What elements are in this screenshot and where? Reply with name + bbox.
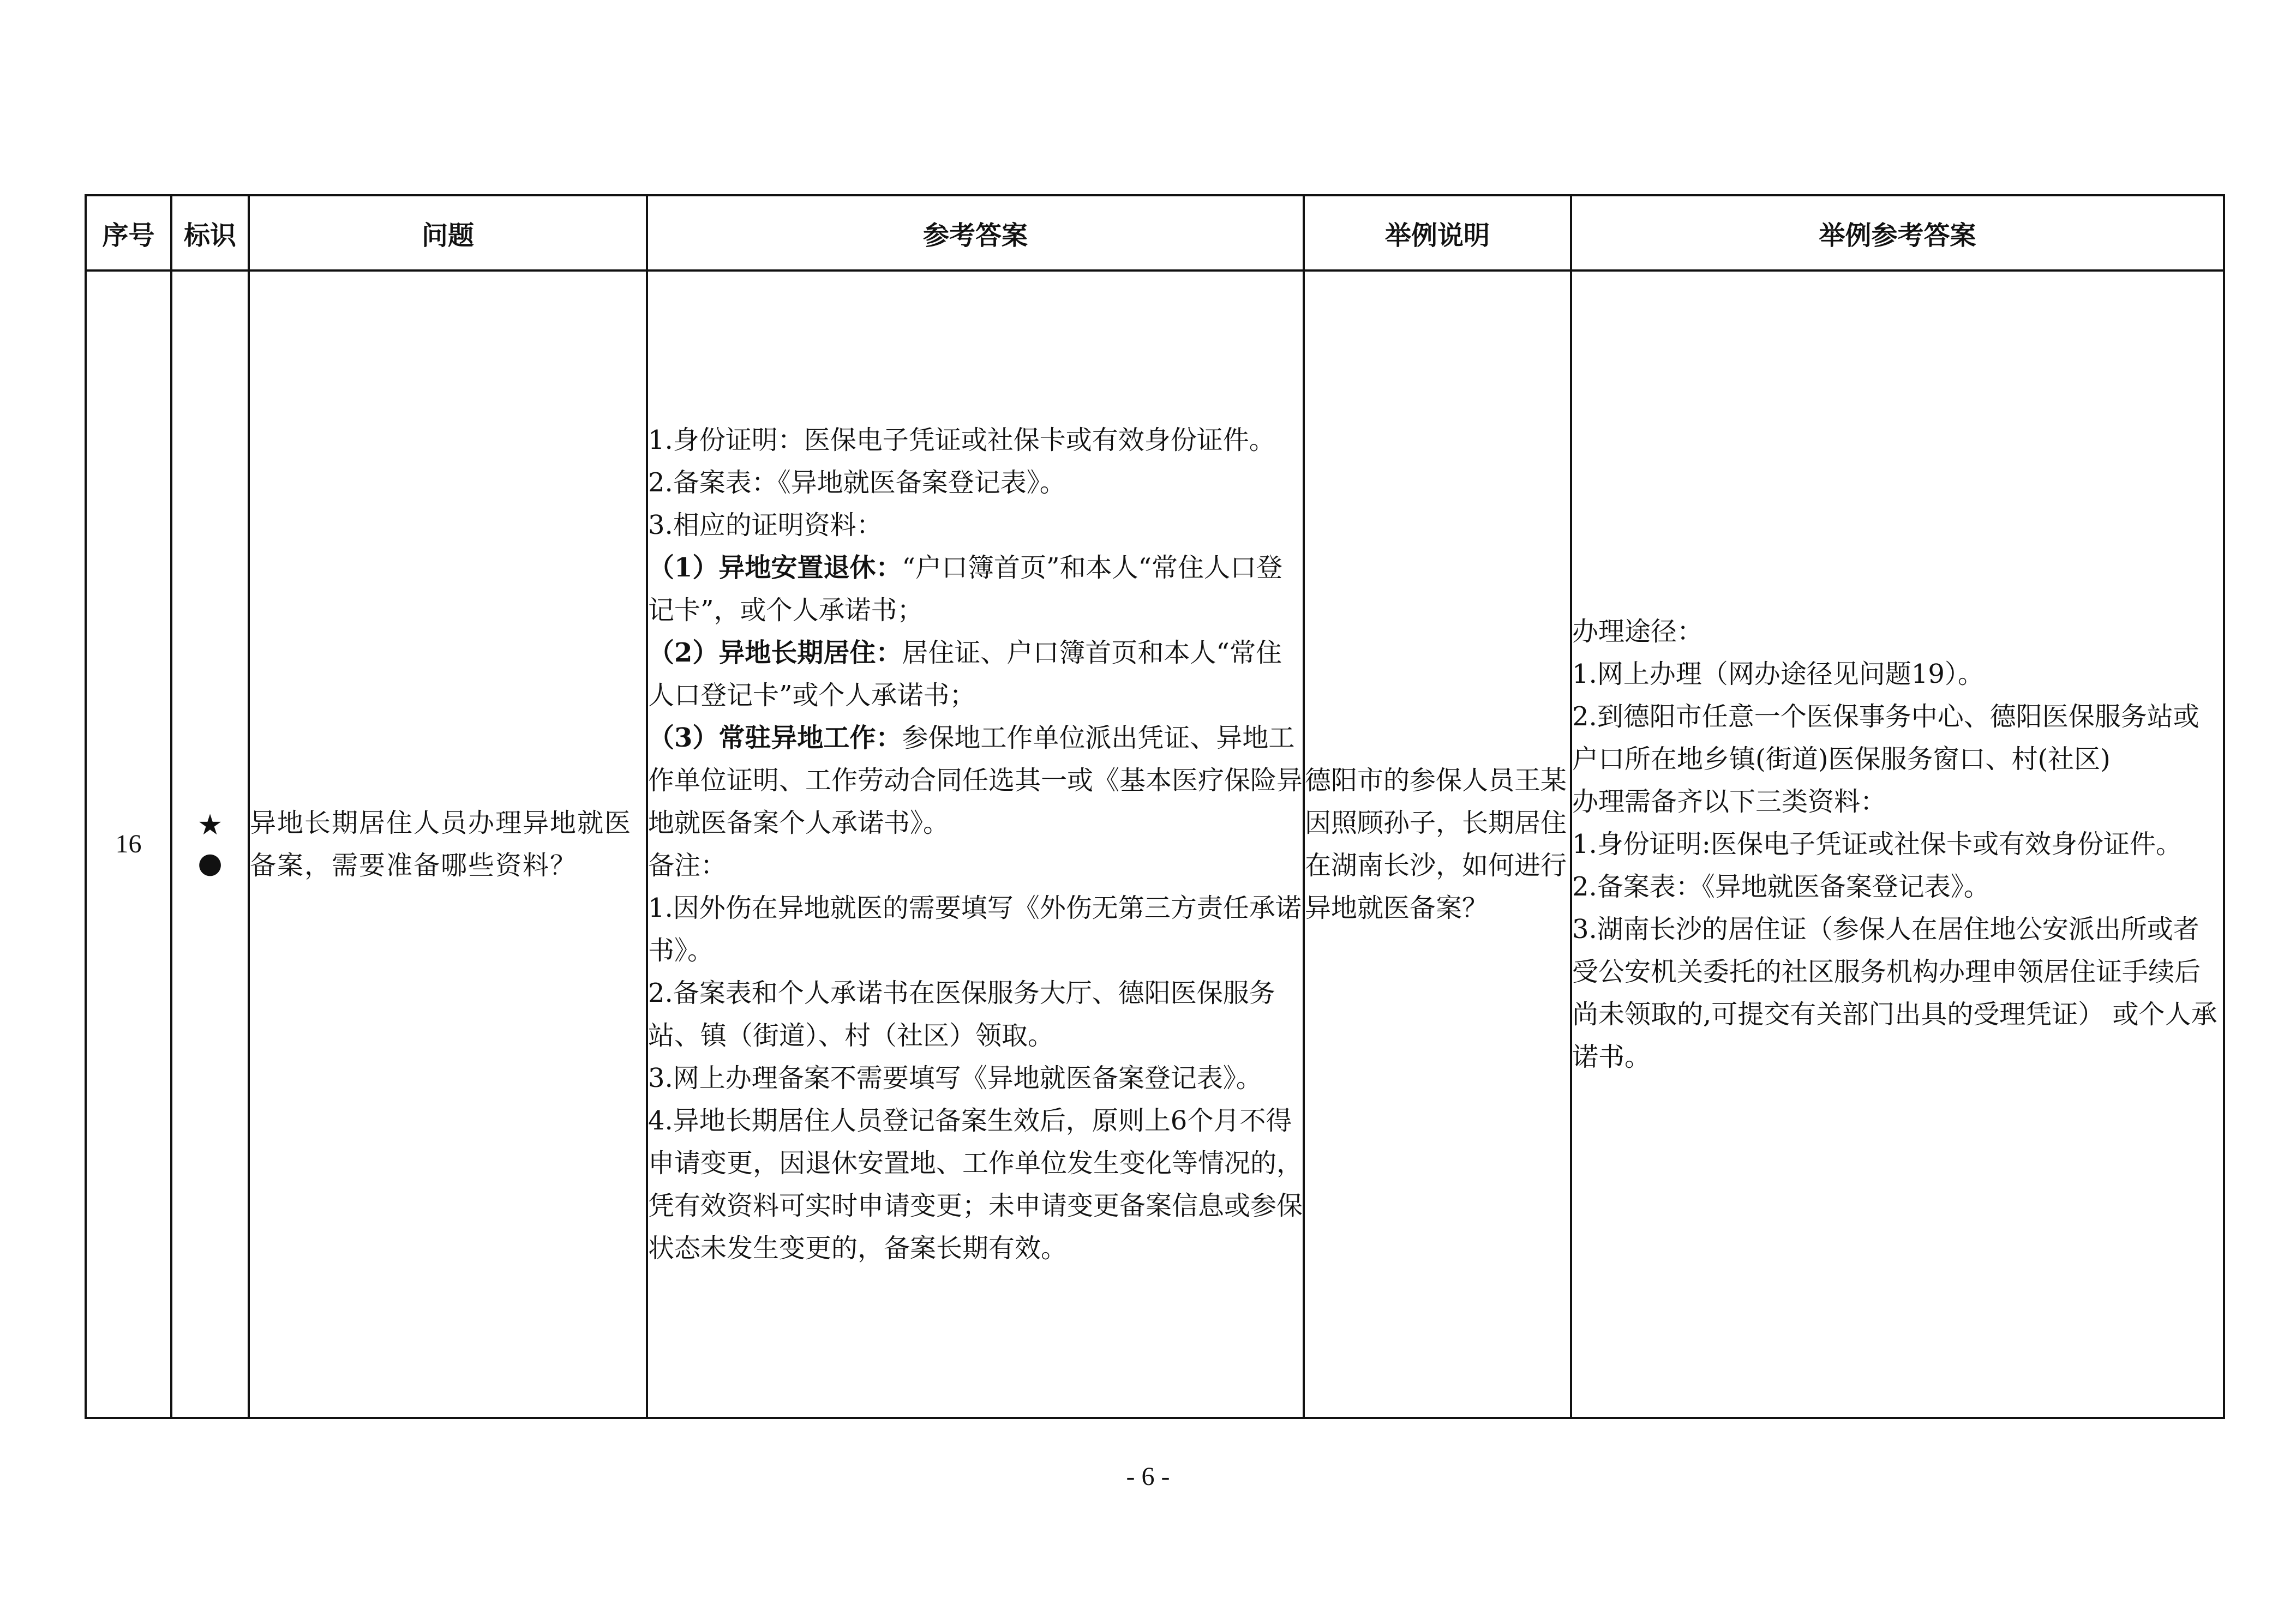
answer-line: 3.网上办理备案不需要填写《异地就医备案登记表》。: [648, 1063, 1262, 1093]
answer-line: （2）异地长期居住：居住证、户口簿首页和本人“常住人口登记卡”或个人承诺书；: [648, 638, 1282, 711]
answer-line: 备注：: [648, 850, 727, 881]
header-mark: 标识: [171, 195, 249, 270]
answer-line: （1）异地安置退休：“户口簿首页”和本人“常住人口登记卡”，或个人承诺书；: [648, 552, 1283, 626]
answer-line: 3.相应的证明资料：: [648, 510, 883, 540]
header-number: 序号: [86, 195, 171, 270]
page-number: - 6 -: [1126, 1462, 1170, 1491]
example-answer-line: 2.备案表：《异地就医备案登记表》。: [1572, 871, 1990, 902]
answer-line: 2.备案表和个人承诺书在医保服务大厅、德阳医保服务站、镇（街道）、村（社区）领取。: [648, 978, 1275, 1051]
example-answer-line: 1.身份证明:医保电子凭证或社保卡或有效身份证件。: [1572, 829, 2182, 859]
bullet-icon: ●: [197, 847, 223, 880]
answer-line: 1.因外伤在异地就医的需要填写《外伤无第三方责任承诺书》。: [648, 893, 1302, 966]
answer-cell: [647, 270, 1304, 1418]
header-example: 举例说明: [1304, 195, 1571, 270]
answer-line: 2.备案表：《异地就医备案登记表》。: [648, 467, 1066, 498]
example-answer-line: 办理需备齐以下三类资料：: [1572, 786, 1887, 817]
faq-table: [85, 194, 2225, 1419]
question-cell: 异地长期居住人员办理异地就医备案，需要准备哪些资料？: [249, 270, 647, 1418]
table-header-row: [86, 195, 2224, 270]
answer-line: （3）常驻异地工作：参保地工作单位派出凭证、异地工作单位证明、工作劳动合同任选其一或《基本医疗保险异地就医备案个人承诺书》。: [648, 723, 1303, 838]
example-answer-line: 1.网上办理（网办途径见问题19）。: [1572, 659, 1984, 689]
header-answer: 参考答案: [647, 195, 1304, 270]
answer-line: 1.身份证明：医保电子凭证或社保卡或有效身份证件。: [648, 425, 1275, 455]
star-icon: ★: [197, 809, 223, 841]
header-example-answer: 举例参考答案: [1571, 195, 2224, 270]
row-marks: [171, 270, 249, 1418]
header-question: 问题: [249, 195, 647, 270]
example-answer-cell: [1571, 270, 2224, 1418]
example-answer-line: 3.湖南长沙的居住证（参保人在居住地公安派出所或者受公安机关委托的社区服务机构办理申领居住证手续后尚未领取的,可提交有关部门出具的受理凭证） 或个人承诺书。: [1572, 914, 2217, 1072]
example-answer-line: 办理途径：: [1572, 616, 1704, 647]
row-number: 16: [86, 270, 171, 1418]
table-row: [86, 270, 2224, 1418]
example-cell: 德阳市的参保人员王某因照顾孙子，长期居住在湖南长沙，如何进行异地就医备案？: [1304, 270, 1571, 1418]
example-answer-line: 2.到德阳市任意一个医保事务中心、德阳医保服务站或户口所在地乡镇(街道)医保服务窗口、村(社区): [1572, 701, 2199, 774]
answer-line: 4.异地长期居住人员登记备案生效后，原则上6个月不得申请变更，因退休安置地、工作单位发生变化等情况的，凭有效资料可实时申请变更；未申请变更备案信息或参保状态未发生变更的，备案长期有效。: [648, 1105, 1303, 1264]
